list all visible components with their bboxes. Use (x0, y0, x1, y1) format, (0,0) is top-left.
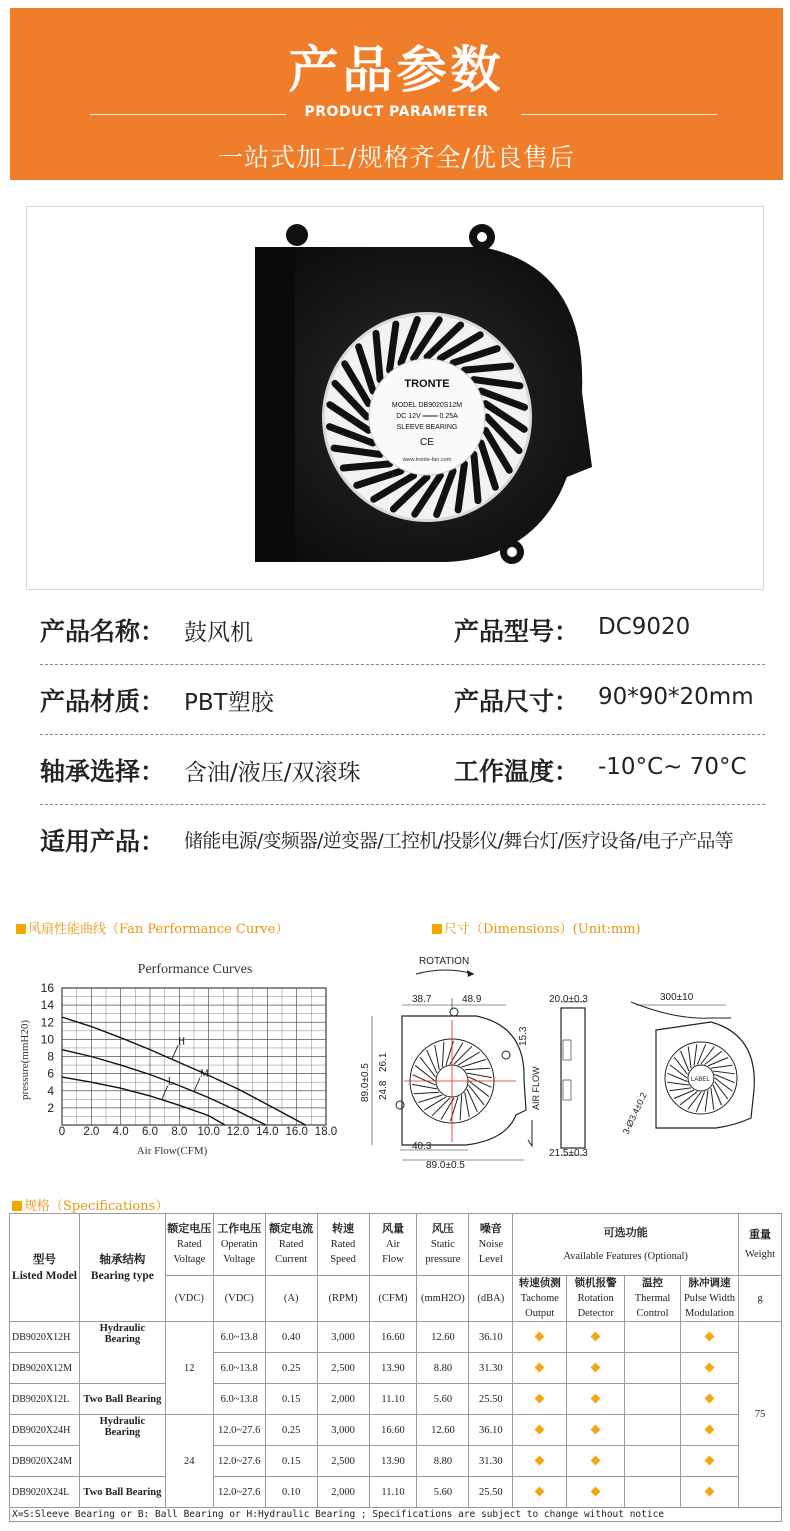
product-model-key: 产品型号： (454, 617, 580, 646)
table-row: DB9020X12M 6.0~13.8 0.25 2,500 13.90 8.80 31.30 (10, 1353, 782, 1384)
bearing-key: 轴承选择： (40, 757, 166, 786)
website-label: www.tronte-fan.com (402, 457, 452, 463)
available-icon (591, 1331, 601, 1341)
available-icon (705, 1486, 715, 1496)
header-rated-speed: 转速 Rated Speed (317, 1214, 369, 1276)
square-bullet-icon (12, 1201, 22, 1211)
header-static-pressure: 风压 Static pressure (417, 1214, 469, 1276)
unit-weight: g (738, 1276, 781, 1322)
chart-y-label: pressure(mmH20) (19, 1019, 31, 1101)
section-title-spec: 规格（Specifications） (12, 1195, 168, 1214)
feature-rotation-detector: 锁机报警 Rotation Detector (567, 1276, 625, 1322)
dim-300-lead: 300±10 (660, 992, 694, 1003)
bearing-value: 含油/液压/双滚珠 (184, 760, 361, 786)
dim-38-7: 38.7 (412, 994, 432, 1005)
fan-label: LABEL (691, 1077, 710, 1083)
material-key: 产品材质： (40, 687, 166, 716)
series-label-L: L (167, 1076, 174, 1088)
material-value: PBT塑胶 (184, 690, 274, 716)
unit-speed: (RPM) (317, 1276, 369, 1322)
available-icon (591, 1362, 601, 1372)
dim-89-vertical: 89.0±0.5 (360, 1063, 371, 1102)
y-tick-label: 2 (47, 1100, 54, 1115)
x-tick-label: 0 (58, 1126, 66, 1138)
x-tick-label: 10.0 (197, 1126, 220, 1138)
header-banner (10, 8, 783, 180)
header-model: 型号 Listed Model (10, 1214, 80, 1322)
bearing-cell-ball: Two Ball Bearing (79, 1384, 165, 1415)
dim-15-3: 15.3 (518, 1026, 529, 1046)
y-tick-label: 4 (47, 1083, 54, 1098)
side-view-outline (561, 1008, 585, 1148)
feature-thermal-control: 温控 Thermal Control (625, 1276, 681, 1322)
info-row-material-size (40, 682, 765, 722)
divider (521, 114, 717, 115)
bearing-cell-ball: Two Ball Bearing (79, 1477, 165, 1508)
spec-footnote: X=S:Sleeve Bearing or B: Ball Bearing or H:Hydraulic Bearing ; Specifications are subject to change without notice (9, 1508, 782, 1522)
dim-89-horizontal: 89.0±0.5 (426, 1160, 465, 1171)
divider (40, 734, 765, 735)
temperature-value: -10°C~ 70°C (598, 754, 747, 780)
rotation-label: ROTATION (419, 956, 470, 967)
performance-chart (14, 952, 354, 1162)
x-tick-label: 4.0 (112, 1126, 129, 1138)
product-name-key: 产品名称： (40, 617, 166, 646)
square-bullet-icon (432, 924, 442, 934)
x-tick-label: 18.0 (314, 1126, 338, 1138)
available-icon (591, 1424, 601, 1434)
available-icon (705, 1424, 715, 1434)
x-tick-label: 12.0 (226, 1126, 250, 1138)
available-icon (705, 1362, 715, 1372)
available-icon (535, 1362, 545, 1372)
temperature-key: 工作温度： (454, 757, 580, 786)
y-tick-label: 14 (40, 998, 54, 1013)
available-icon (705, 1331, 715, 1341)
header-noise-level: 噪音 Noise Level (469, 1214, 513, 1276)
header-weight: 重量 Weight (738, 1214, 781, 1276)
label-bearing: SLEEVE BEARING (396, 424, 458, 431)
label-model: MODEL DB9020S12M (391, 402, 463, 409)
series-line-H (62, 1017, 305, 1125)
square-bullet-icon (16, 924, 26, 934)
feature-tachometer: 转速侦测 Tachome Output (513, 1276, 567, 1322)
page-title: 产品参数 (288, 41, 505, 99)
product-photo (26, 206, 764, 590)
voltage-cell-12: 12 (165, 1322, 213, 1415)
info-row-application (40, 822, 765, 862)
chart-title: Performance Curves (137, 962, 253, 977)
header-optional-features: 可选功能 Available Features (Optional) (513, 1214, 739, 1276)
rotation-arrow-icon (416, 970, 474, 974)
x-tick-label: 16.0 (285, 1126, 308, 1138)
brand-label: TRONTE (404, 378, 450, 390)
unit-pressure: (mmH2O) (417, 1276, 469, 1322)
available-icon (535, 1393, 545, 1403)
table-row: DB9020X12H Hydraulic Bearing 12 6.0~13.8 0.40 3,000 16.60 12.60 36.10 75 (10, 1322, 782, 1353)
tagline: 一站式加工/规格齐全/优良售后 (218, 143, 575, 172)
table-row: DB9020X12L Two Ball Bearing 6.0~13.8 0.15 2,000 11.10 5.60 25.50 (10, 1384, 782, 1415)
page-subtitle: PRODUCT PARAMETER (304, 104, 489, 120)
spec-table (9, 1213, 782, 1508)
product-name-value: 鼓风机 (184, 620, 253, 646)
x-tick-label: 14.0 (256, 1126, 279, 1138)
dim-24-8: 24.8 (378, 1080, 389, 1100)
voltage-cell-24: 24 (165, 1415, 213, 1508)
section-title-dimensions: 尺寸（Dimensions）(Unit:mm) (432, 918, 641, 937)
available-icon (535, 1331, 545, 1341)
airflow-arrow-icon (528, 1120, 532, 1146)
dim-20: 20.0±0.3 (549, 994, 588, 1005)
y-tick-label: 12 (40, 1015, 54, 1030)
x-tick-label: 2.0 (83, 1126, 100, 1138)
available-icon (591, 1455, 601, 1465)
unit-rated-voltage: (VDC) (165, 1276, 213, 1322)
airflow-label: AIR FLOW (531, 1066, 541, 1110)
table-row: DB9020X24L Two Ball Bearing 12.0~27.6 0.10 2,000 11.10 5.60 25.50 (10, 1477, 782, 1508)
dim-26-1: 26.1 (378, 1052, 389, 1072)
size-value: 90*90*20mm (598, 684, 754, 710)
dim-40-3: 40.3 (412, 1141, 432, 1152)
table-row: DB9020X24M 12.0~27.6 0.15 2,500 13.90 8.80 31.30 (10, 1446, 782, 1477)
dim-21-5: 21.5±0.3 (549, 1148, 588, 1159)
available-icon (705, 1455, 715, 1465)
y-tick-label: 8 (47, 1049, 54, 1064)
available-icon (535, 1455, 545, 1465)
info-row-name-model (40, 612, 765, 652)
available-icon (705, 1393, 715, 1403)
blower-fan-image (27, 207, 765, 591)
header-rated-current: 额定电流 Rated Current (265, 1214, 317, 1276)
bearing-cell-hydraulic: Hydraulic Bearing (79, 1322, 165, 1384)
series-label-H: H (178, 1036, 186, 1048)
ce-mark: CE (420, 437, 434, 448)
application-value: 储能电源/变频器/逆变器/工控机/投影仪/舞台灯/医疗设备/电子产品等 (184, 830, 733, 852)
divider (40, 664, 765, 665)
unit-flow: (CFM) (369, 1276, 417, 1322)
y-tick-label: 16 (40, 981, 54, 995)
product-model-value: DC9020 (598, 614, 691, 640)
header-bearing: 轴承结构 Bearing type (79, 1214, 165, 1322)
y-tick-label: 10 (40, 1032, 54, 1047)
x-tick-label: 6.0 (142, 1126, 158, 1138)
feature-pwm: 脉冲调速 Pulse Width Modulation (681, 1276, 739, 1322)
chart-x-label: Air Flow(CFM) (136, 1145, 208, 1157)
section-title-curve: 风扇性能曲线（Fan Performance Curve） (16, 918, 288, 937)
info-row-bearing-temp (40, 752, 765, 792)
unit-noise: (dBA) (469, 1276, 513, 1322)
available-icon (591, 1486, 601, 1496)
series-line-L (62, 1077, 225, 1125)
application-key: 适用产品： (40, 827, 166, 856)
dimension-drawing (356, 950, 786, 1172)
spec-table-wrap (9, 1213, 782, 1522)
series-label-M: M (200, 1068, 209, 1080)
size-key: 产品尺寸： (454, 687, 580, 716)
unit-current: (A) (265, 1276, 317, 1322)
dim-48-9: 48.9 (462, 994, 482, 1005)
header-air-flow: 风量 Air Flow (369, 1214, 417, 1276)
y-tick-label: 6 (47, 1066, 54, 1081)
unit-operating-voltage: (VDC) (213, 1276, 265, 1322)
header-rated-voltage: 额定电压 Rated Voltage (165, 1214, 213, 1276)
dim-holes: 3-Ø3.4±0.2 (620, 1090, 649, 1136)
bearing-cell-hydraulic: Hydraulic Bearing (79, 1415, 165, 1477)
weight-cell: 75 (738, 1322, 781, 1508)
header-operating-voltage: 工作电压 Operatin Voltage (213, 1214, 265, 1276)
available-icon (535, 1424, 545, 1434)
label-rating: DC 12V ═══ 0.25A (396, 413, 458, 420)
x-tick-label: 8.0 (171, 1126, 188, 1138)
table-row: DB9020X24H Hydraulic Bearing 24 12.0~27.6 0.25 3,000 16.60 12.60 36.10 (10, 1415, 782, 1446)
available-icon (535, 1486, 545, 1496)
divider (40, 804, 765, 805)
available-icon (591, 1393, 601, 1403)
